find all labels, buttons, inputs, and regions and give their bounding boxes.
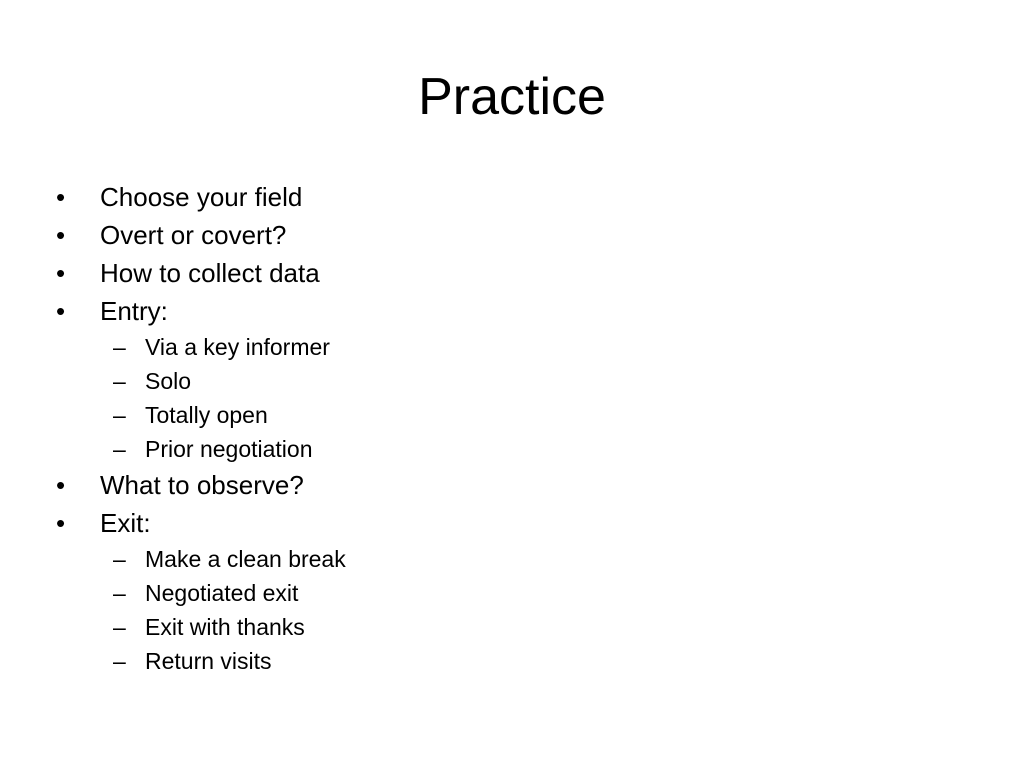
- bullet-dot-icon: •: [56, 258, 66, 288]
- slide-title: Practice: [418, 68, 606, 126]
- bullet-dot-icon: •: [56, 508, 66, 538]
- dash-icon: –: [113, 402, 126, 428]
- sub-list: [56, 542, 956, 678]
- sub-list-item-text: Negotiated exit: [145, 580, 299, 606]
- list-item: [56, 504, 956, 542]
- list-item: [56, 178, 956, 216]
- list-item-text: Overt or covert?: [100, 220, 287, 250]
- list-item-text: Entry:: [100, 296, 168, 326]
- sub-list-item: [56, 610, 956, 644]
- sub-list-item-text: Return visits: [145, 648, 272, 674]
- list-item: [56, 466, 956, 504]
- list-item-text: Choose your field: [100, 182, 303, 212]
- dash-icon: –: [113, 334, 126, 360]
- sub-list-item-text: Make a clean break: [145, 546, 346, 572]
- sub-list: [56, 330, 956, 466]
- list-item-text: What to observe?: [100, 470, 304, 500]
- sub-list-item-text: Via a key informer: [145, 334, 330, 360]
- list-item-text: Exit:: [100, 508, 151, 538]
- bullet-list: [56, 178, 956, 678]
- dash-icon: –: [113, 580, 126, 606]
- sub-list-item: [56, 576, 956, 610]
- sub-list-item-text: Totally open: [145, 402, 268, 428]
- list-item: [56, 254, 956, 292]
- dash-icon: –: [113, 614, 126, 640]
- sub-list-item-text: Solo: [145, 368, 192, 394]
- dash-icon: –: [113, 546, 126, 572]
- list-item: [56, 292, 956, 330]
- dash-icon: –: [113, 648, 126, 674]
- sub-list-item-text: Prior negotiation: [145, 436, 313, 462]
- dash-icon: –: [113, 368, 126, 394]
- sub-list-item: [56, 398, 956, 432]
- sub-list-item-text: Exit with thanks: [145, 614, 305, 640]
- bullet-dot-icon: •: [56, 296, 66, 326]
- bullet-dot-icon: •: [56, 182, 66, 212]
- dash-icon: –: [113, 436, 126, 462]
- sub-list-item: [56, 644, 956, 678]
- sub-list-item: [56, 432, 956, 466]
- list-item-text: How to collect data: [100, 258, 320, 288]
- list-item: [56, 216, 956, 254]
- bullet-dot-icon: •: [56, 220, 66, 250]
- sub-list-item: [56, 364, 956, 398]
- bullet-dot-icon: •: [56, 470, 66, 500]
- sub-list-item: [56, 330, 956, 364]
- sub-list-item: [56, 542, 956, 576]
